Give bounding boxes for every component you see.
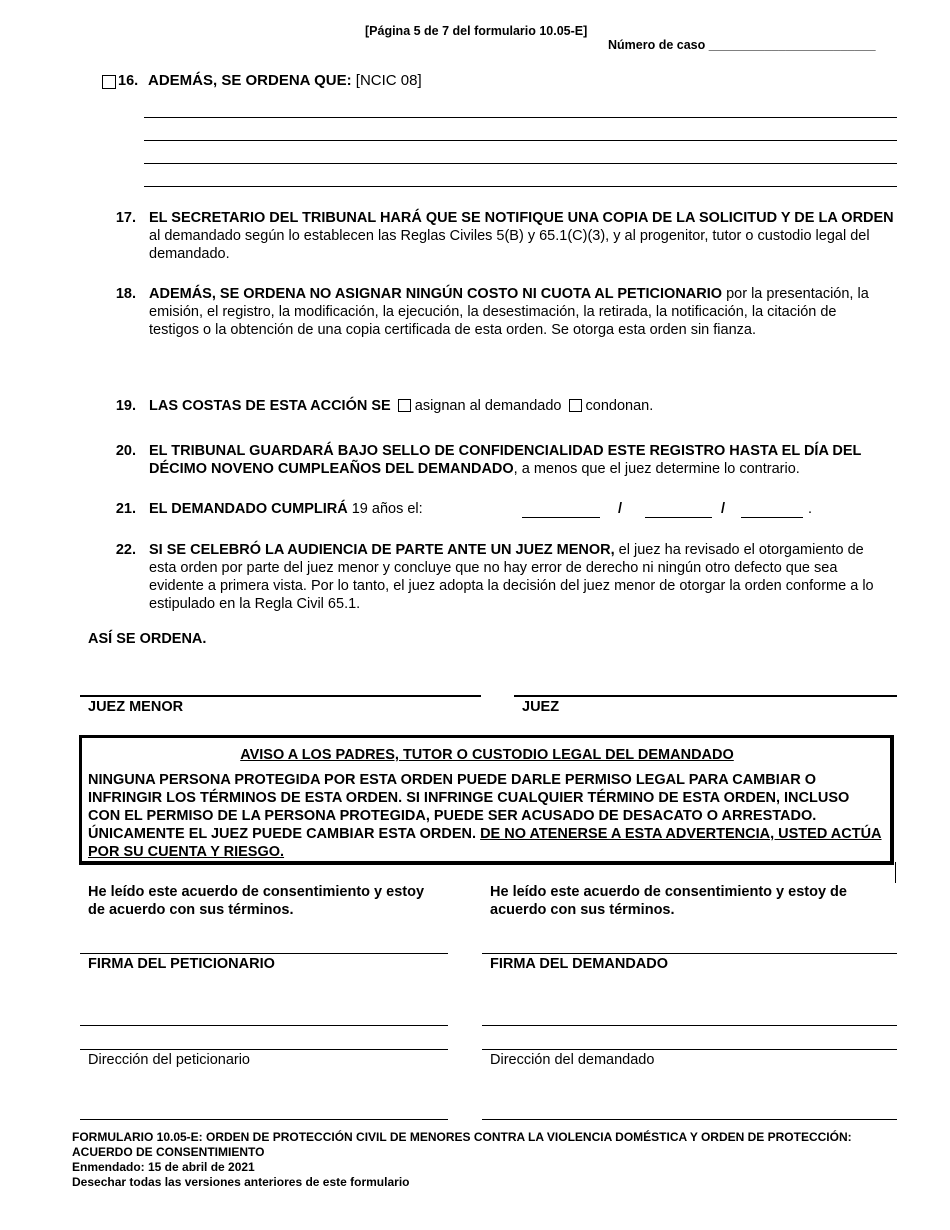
judge-label: JUEZ	[522, 699, 560, 715]
page-label: [Página 5 de 7 del formulario 10.05-E]	[365, 24, 588, 38]
magistrate-signature-line[interactable]	[80, 695, 481, 697]
notice-edge-mark	[895, 862, 896, 883]
item16-line-3[interactable]	[144, 163, 897, 164]
magistrate-label: JUEZ MENOR	[88, 699, 184, 715]
notice-title: AVISO A LOS PADRES, TUTOR O CUSTODIO LEGAL DEL DEMANDADO	[240, 747, 734, 763]
respondent-address-line-2[interactable]	[482, 1049, 897, 1050]
costs-waived-label: condonan.	[585, 398, 654, 414]
item18-text	[149, 285, 869, 339]
case-number-field[interactable]: Número de caso ________________________	[608, 38, 876, 52]
item17-body: al demandado según lo establecen las Reglas Civiles 5(B) y 65.1(C)(3), y al progenitor, tutor o custodio legal del demandado.	[149, 228, 870, 262]
item22-text	[149, 541, 894, 613]
birthday-year-field[interactable]	[741, 517, 803, 518]
footer-discard-note: Desechar todas las versiones anteriores de este formulario	[72, 1175, 410, 1189]
date-end-period: .	[808, 501, 813, 517]
item16-checkbox[interactable]	[102, 75, 116, 89]
notice-body	[88, 771, 884, 861]
footer-form-title: FORMULARIO 10.05-E: ORDEN DE PROTECCIÓN CIVIL DE MENORES CONTRA LA VIOLENCIA DOMÉSTICA Y ORDEN DE PROTECCIÓN:	[72, 1130, 852, 1144]
item18-number: 18.	[115, 286, 136, 302]
costs-assigned-label: asignan al demandado	[414, 398, 562, 414]
notice-risk-statement: DE NO ATENERSE A ESTA ADVERTENCIA, USTED ACTÚA POR SU CUENTA Y RIESGO.	[88, 826, 882, 860]
date-separator-1: /	[618, 501, 623, 517]
respondent-address-label: Dirección del demandado	[490, 1052, 655, 1068]
petitioner-consent-statement: He leído este acuerdo de consentimiento y estoy de acuerdo con sus términos.	[88, 884, 425, 918]
item21-body: 19 años el:	[347, 501, 423, 517]
costs-assigned-checkbox[interactable]	[398, 399, 411, 412]
item16-line-2[interactable]	[144, 140, 897, 141]
item16-number: 16.	[118, 73, 139, 89]
notice-warning: NINGUNA PERSONA PROTEGIDA POR ESTA ORDEN PUEDE DARLE PERMISO LEGAL PARA CAMBIAR O INFRINGIR LOS TÉRMINOS DE ESTA ORDEN. SI INFRINGE CUALQUIER TÉRMINO DE ESTA ORDEN, INCLUSO CON EL PERMISO DE LA PERSONA PROTEGIDA, PUEDE SER ACUSADO DE DESACATO O ARRESTADO. ÚNICAMENTE EL JUEZ PUEDE CAMBIAR ESTA ORDEN.	[88, 772, 850, 842]
costs-waived-checkbox[interactable]	[569, 399, 582, 412]
birthday-day-field[interactable]	[645, 517, 712, 518]
item20-number: 20.	[115, 443, 136, 459]
petitioner-signature-line[interactable]	[80, 953, 448, 954]
item16-heading: ADEMÁS, SE ORDENA QUE:	[148, 72, 352, 89]
item17-number: 17.	[115, 210, 136, 226]
birthday-month-field[interactable]	[522, 517, 600, 518]
item19-number: 19.	[115, 398, 136, 414]
item18-body: por la presentación, la emisión, el registro, la modificación, la ejecución, la desestimación, la retirada, la notificación, la citación de testigos o la obtención de una copia certificada de esta orden. Se otorga esta orden sin fianza.	[149, 286, 869, 338]
item21-number: 21.	[115, 501, 136, 517]
item22-number: 22.	[115, 542, 136, 558]
petitioner-address-line-3[interactable]	[80, 1119, 448, 1120]
item19-heading: LAS COSTAS DE ESTA ACCIÓN SE	[149, 398, 391, 414]
respondent-address-line-3[interactable]	[482, 1119, 897, 1120]
item18-heading: ADEMÁS, SE ORDENA NO ASIGNAR NINGÚN COSTO NI CUOTA AL PETICIONARIO	[149, 286, 723, 302]
item16-text	[148, 72, 422, 90]
judge-signature-line[interactable]	[514, 695, 897, 697]
respondent-signature-label: FIRMA DEL DEMANDADO	[490, 956, 669, 972]
item16-ncic: [NCIC 08]	[351, 72, 422, 89]
item20-body: , a menos que el juez determine lo contrario.	[513, 461, 800, 477]
item22-heading: SI SE CELEBRÓ LA AUDIENCIA DE PARTE ANTE UN JUEZ MENOR,	[149, 542, 615, 558]
item19-text	[149, 397, 653, 415]
respondent-signature-line[interactable]	[482, 953, 897, 954]
item22-body: el juez ha revisado el otorgamiento de esta orden por parte del juez menor y concluye que no hay error de derecho ni ningún otro defecto que sea evidente a primera vista. Por lo tanto, el juez adopta la decisión del juez menor de otorgar la orden conforme a lo estipulado en la Regla Civil 65.1.	[149, 542, 874, 612]
item20-heading: EL TRIBUNAL GUARDARÁ BAJO SELLO DE CONFIDENCIALIDAD ESTE REGISTRO HASTA EL DÍA DEL DÉCIMO NOVENO CUMPLEAÑOS DEL DEMANDADO	[149, 443, 862, 477]
item16-line-4[interactable]	[144, 186, 897, 187]
so-ordered: ASÍ SE ORDENA.	[88, 631, 207, 647]
footer-form-subtitle: ACUERDO DE CONSENTIMIENTO	[72, 1145, 265, 1159]
item16-line-1[interactable]	[144, 117, 897, 118]
footer	[72, 1130, 932, 1190]
petitioner-address-label: Dirección del peticionario	[88, 1052, 250, 1068]
item17-heading: EL SECRETARIO DEL TRIBUNAL HARÁ QUE SE NOTIFIQUE UNA COPIA DE LA SOLICITUD Y DE LA ORDEN	[149, 210, 894, 226]
footer-amended-date: Enmendado: 15 de abril de 2021	[72, 1160, 255, 1174]
item20-text	[149, 442, 894, 478]
item17-text	[149, 209, 894, 263]
respondent-address-line-1[interactable]	[482, 1025, 897, 1026]
respondent-consent-statement: He leído este acuerdo de consentimiento y estoy de acuerdo con sus términos.	[490, 884, 847, 918]
petitioner-address-line-1[interactable]	[80, 1025, 448, 1026]
date-separator-2: /	[721, 501, 726, 517]
item21-text	[149, 500, 423, 518]
item21-heading: EL DEMANDADO CUMPLIRÁ	[149, 501, 348, 517]
petitioner-address-line-2[interactable]	[80, 1049, 448, 1050]
petitioner-signature-label: FIRMA DEL PETICIONARIO	[88, 956, 275, 972]
